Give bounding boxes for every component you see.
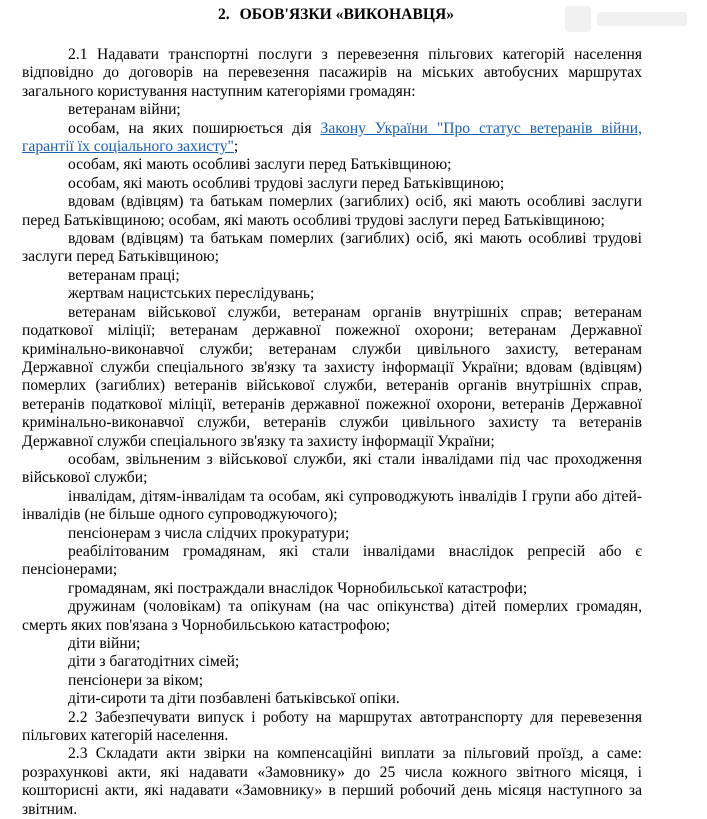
list-item-special-labor-merits: особам, які мають особливі трудові заслуги перед Батьківщиною; [68, 174, 505, 192]
list-item-prosecutor-pensioners: пенсіонерам з числа слідчих прокуратури; [68, 524, 350, 542]
list-item-service-veterans: ветеранам військової служби, ветеранам органів внутрішніх справ; ветеранам податкової міліції; ветеранам державної пожежної охорони; ветеранам Державної кримінально-виконавчої служби; ветеранам служби цивільного захисту, ветеранам Державної служби спеціального зв'язку та захисту інформації України; вдовам (вдівцям) померлих (загиблих) ветеранів військової служби, ветеранів органів внутрішніх справ, ветеранів податкової міліції, ветеранів державної пожежної охорони, ветеранів Державної кримінально-виконавчої служби, ветеранів служби цивільного захисту та ветеранів Державної служби спеціального зв'язку та захисту інформації України; [22, 303, 642, 450]
law-prefix-text: особам, на яких поширюється дія [68, 119, 321, 137]
document-page [22, 6, 642, 819]
list-item-large-families: діти з багатодітних сімей; [68, 653, 240, 671]
law-suffix-text: ; [233, 138, 239, 156]
list-item-disabled-group1: інвалідам, дітям-інвалідам та особам, які супроводжують інвалідів І групи або дітей-інвалідів (не більше одного супроводжуючого); [22, 487, 642, 524]
law-link[interactable]: Закону України "Про статус ветеранів війни, гарантії їх соціального захисту" [22, 119, 642, 156]
list-item-discharged-disabled: особам, звільненим з військової служби, які стали інвалідами під час проходження військової служби; [22, 450, 642, 487]
list-item-chernobyl-spouses: дружинам (чоловікам) та опікунам (на час опікунства) дітей померлих громадян, смерть яких пов'язана з Чорнобильською катастрофою; [22, 598, 642, 634]
list-item-special-merits: особам, які мають особливі заслуги перед Батьківщиною; [68, 156, 452, 174]
section-number: 2. [217, 6, 230, 23]
list-item-nazi-victims: жертвам нацистських переслідувань; [68, 285, 315, 303]
section-heading [22, 6, 642, 24]
list-item-rehabilitated: реабілітованим громадянам, які стали інвалідами внаслідок репресій або є пенсіонерами; [22, 542, 642, 579]
list-item-orphans: діти-сироти та діти позбавлені батьківської опіки. [68, 690, 400, 708]
list-item-age-pensioners: пенсіонери за віком; [68, 671, 204, 689]
list-item-chernobyl: громадянам, які постраждали внаслідок Чорнобильської катастрофи; [68, 579, 528, 597]
list-item-war-veterans: ветеранам війни; [68, 101, 181, 119]
list-item-widows-special-labor: вдовам (вдівцям) та батькам померлих (загиблих) осіб, які мають особливі трудові заслуги перед Батьківщиною; [22, 230, 642, 266]
list-item-law-persons [22, 120, 642, 157]
paragraph-2-3: 2.3 Складати акти звірки на компенсаційні виплати за пільговий проїзд, а саме: розрахункові акти, які надавати «Замовнику» до 25 числа кожного звітного місяця, і кошторисні акти, які надавати «Замовнику» в перший робочий день місяця наступного за звітним. [22, 745, 642, 818]
section-title: ОБОВ'ЯЗКИ «ВИКОНАВЦЯ» [239, 6, 455, 23]
paragraph-2-1: 2.1 Надавати транспортні послуги з перевезення пільгових категорій населення відповідно до договорів на перевезення пасажирів на міських автобусних маршрутах загального користування наступним категоріями громадян: [22, 46, 642, 100]
list-item-labor-veterans: ветеранам праці; [68, 266, 180, 284]
list-item-widows-special-merits: вдовам (вдівцям) та батькам померлих (загиблих) осіб, які мають особливі заслуги перед Батьківщиною; особам, які мають особливі трудові заслуги перед Батьківщиною; [22, 193, 642, 229]
list-item-war-children: діти війни; [68, 635, 141, 652]
paragraph-2-2: 2.2 Забезпечувати випуск і роботу на маршрутах автотранспорту для перевезення пільгових категорій населення. [22, 708, 642, 745]
